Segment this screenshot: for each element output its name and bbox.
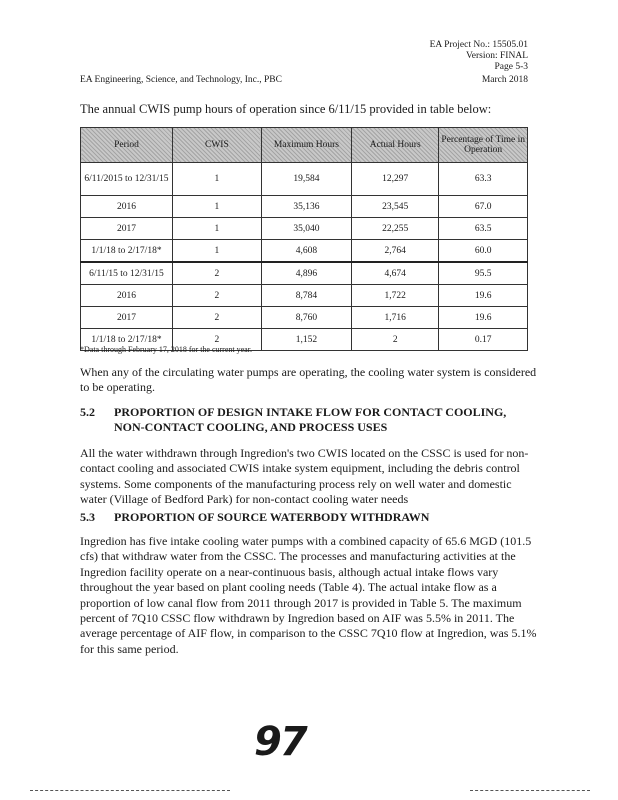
table-header-row [81,128,528,163]
section-number: 5.2 [80,405,95,419]
cell-actual-hours: 1,722 [352,285,439,307]
paragraph-source-waterbody: Ingredion has five intake cooling water pumps with a combined capacity of 65.6 MGD (101.5 cfs) that withdraw water from the CSSC. The processes and manufacturing activities at the Ingredion facility operate on a near-continuous basis, although actual intake flows vary throughout the year based on plant cooling needs (Table 4). The actual intake flow as a proportion of low canal flow from 2011 through 2017 is provided in Table 5. The maximum percent of 7Q10 CSSC flow withdrawn by Ingredion based on AIF was 5.5% in 2011. The average percentage of AIF flow, in comparison to the CSSC 7Q10 flow at Ingredion, was 5.1% for this same period. [80,534,537,656]
cell-maximum-hours: 8,760 [261,307,351,329]
cell-cwis: 1 [172,218,261,240]
table-row [81,196,528,218]
cell-percentage: 63.5 [439,218,528,240]
cell-period: 2017 [81,218,173,240]
col-header-actual-hours: Actual Hours [352,128,439,163]
cell-cwis: 1 [172,240,261,263]
cell-period: 2017 [81,307,173,329]
cell-maximum-hours: 4,896 [261,262,351,285]
cell-period: 2016 [81,285,173,307]
section-number: 5.3 [80,510,95,524]
cell-maximum-hours: 35,040 [261,218,351,240]
section-title: PROPORTION OF SOURCE WATERBODY WITHDRAWN [114,510,430,524]
cell-maximum-hours: 19,584 [261,163,351,196]
cell-percentage: 60.0 [439,240,528,263]
col-header-percentage: Percentage of Time in Operation [439,128,528,163]
col-header-maximum-hours: Maximum Hours [261,128,351,163]
cell-actual-hours: 12,297 [352,163,439,196]
header-project-info [430,40,528,73]
paragraph-cooling-system: When any of the circulating water pumps are operating, the cooling water system is considered to be operating. [80,365,537,395]
cell-actual-hours: 2 [352,329,439,351]
cell-maximum-hours: 35,136 [261,196,351,218]
pump-hours-table [80,127,528,351]
table-row [81,218,528,240]
handwritten-page-number: 97 [254,719,306,765]
cell-actual-hours: 4,674 [352,262,439,285]
cell-percentage: 19.6 [439,285,528,307]
version-label: Version: FINAL [465,51,528,61]
cell-percentage: 95.5 [439,262,528,285]
table-intro-text: The annual CWIS pump hours of operation since 6/11/15 provided in table below: [80,102,492,116]
cell-cwis: 2 [172,262,261,285]
cell-cwis: 2 [172,285,261,307]
cell-actual-hours: 22,255 [352,218,439,240]
table-footnote: *Data through February 17, 2018 for the current year. [80,345,252,354]
section-heading-5-3 [80,510,538,525]
table-row [81,307,528,329]
cell-actual-hours: 1,716 [352,307,439,329]
cell-cwis: 2 [172,307,261,329]
cell-actual-hours: 2,764 [352,240,439,263]
table-row [81,262,528,285]
section-heading-5-2 [80,405,538,435]
project-number: EA Project No.: 15505.01 [429,40,528,50]
cell-period: 1/1/18 to 2/17/18* [81,329,173,351]
header-company: EA Engineering, Science, and Technology, Inc., PBC [80,75,282,85]
cell-maximum-hours: 8,784 [261,285,351,307]
col-header-cwis: CWIS [172,128,261,163]
header-date: March 2018 [481,75,528,85]
page-number: Page 5-3 [494,62,528,72]
paragraph-water-withdrawn: All the water withdrawn through Ingredion's two CWIS located on the CSSC is used for non-contact cooling and associated CWIS intake system equipment, including the debris control systems. Some components of the manufacturing process rely on well water and domestic water (Village of Bedford Park) for non-contact cooling water needs [80,446,529,507]
cell-percentage: 0.17 [439,329,528,351]
cell-cwis: 1 [172,163,261,196]
cell-period: 1/1/18 to 2/17/18* [81,240,173,263]
cell-period: 2016 [81,196,173,218]
table-row [81,240,528,263]
cell-period: 6/11/2015 to 12/31/15 [81,163,173,196]
col-header-period: Period [81,128,173,163]
cell-period: 6/11/15 to 12/31/15 [81,262,173,285]
table-row [81,163,528,196]
cell-cwis: 1 [172,196,261,218]
cell-percentage: 63.3 [439,163,528,196]
cell-maximum-hours: 1,152 [261,329,351,351]
section-title: PROPORTION OF DESIGN INTAKE FLOW FOR CONTACT COOLING, NON-CONTACT COOLING, AND PROCESS USES [114,405,507,434]
cell-maximum-hours: 4,608 [261,240,351,263]
table-row [81,285,528,307]
scan-artifact-line [30,790,230,791]
cell-percentage: 67.0 [439,196,528,218]
cell-percentage: 19.6 [439,307,528,329]
scan-artifact-line [470,790,590,791]
cell-cwis: 2 [172,329,261,351]
cell-actual-hours: 23,545 [352,196,439,218]
